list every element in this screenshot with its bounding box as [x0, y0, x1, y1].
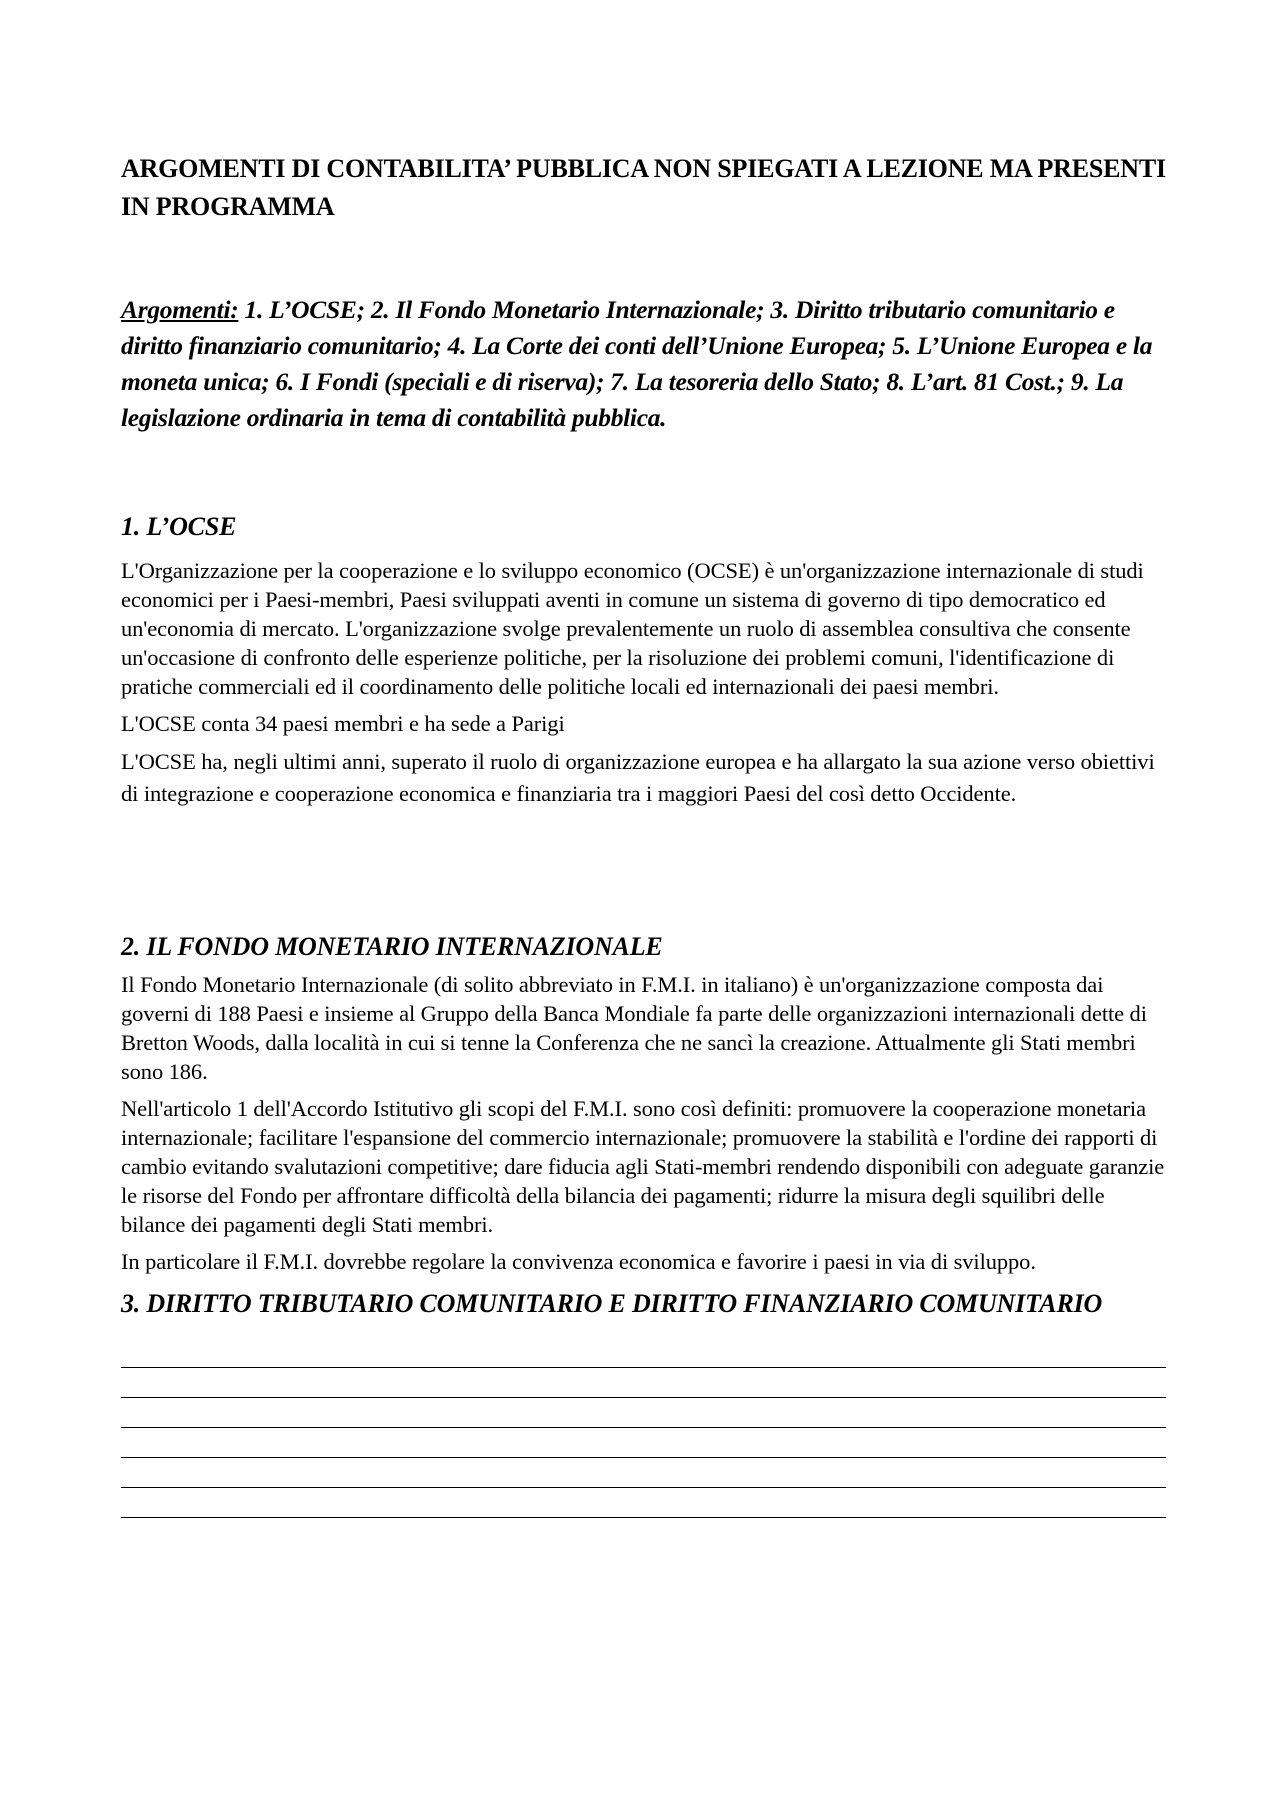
- blank-line: [121, 1428, 1166, 1458]
- blank-line: [121, 1338, 1166, 1368]
- topics-list: 1. L’OCSE; 2. Il Fondo Monetario Internazionale; 3. Diritto tributario comunitario e diritto finanziario comunitario; 4. La Corte dei conti dell’Unione Europea; 5. L’Unione Europea e la moneta unica; 6. I Fondi (speciali e di riserva); 7. La tesoreria dello Stato; 8. L’art. 81 Cost.; 9. La legislazione ordinaria in tema di contabilità pubblica.: [121, 295, 1153, 432]
- section-heading-ocse: 1. L’OCSE: [121, 512, 237, 541]
- section-ocse-paragraph: L'OCSE ha, negli ultimi anni, superato il ruolo di organizzazione europea e ha allargato la sua azione verso obiettivi di integrazione e cooperazione economica e finanziaria tra i maggiori Paesi del così detto Occidente.: [121, 749, 1155, 806]
- document-content: [121, 150, 1166, 1518]
- blank-line: [121, 1488, 1166, 1518]
- section-ocse-paragraph: L'OCSE conta 34 paesi membri e ha sede a Parigi: [121, 711, 565, 736]
- document-title: ARGOMENTI DI CONTABILITA’ PUBBLICA NON SPIEGATI A LEZIONE MA PRESENTI IN PROGRAMMA: [121, 154, 1166, 221]
- topics-label: Argomenti:: [121, 295, 239, 324]
- section-fmi-paragraph: In particolare il F.M.I. dovrebbe regolare la convivenza economica e favorire i paesi in via di sviluppo.: [121, 1249, 1036, 1274]
- blank-writing-lines: [121, 1338, 1166, 1518]
- section-heading-fmi: 2. IL FONDO MONETARIO INTERNAZIONALE: [121, 932, 663, 961]
- blank-line: [121, 1398, 1166, 1428]
- topics-summary: [121, 292, 1166, 436]
- section-heading-diritto-comunitario: 3. DIRITTO TRIBUTARIO COMUNITARIO E DIRITTO FINANZIARIO COMUNITARIO: [121, 1289, 1103, 1318]
- section-fmi-paragraph: Il Fondo Monetario Internazionale (di solito abbreviato in F.M.I. in italiano) è un'organizzazione composta dai governi di 188 Paesi e insieme al Gruppo della Banca Mondiale fa parte delle organizzazioni internazionali dette di Bretton Woods, dalla località in cui si tenne la Conferenza che ne sancì la creazione. Attualmente gli Stati membri sono 186.: [121, 972, 1147, 1084]
- blank-line: [121, 1458, 1166, 1488]
- section-ocse-paragraph: L'Organizzazione per la cooperazione e lo sviluppo economico (OCSE) è un'organizzazione internazionale di studi economici per i Paesi-membri, Paesi sviluppati aventi in comune un sistema di governo di tipo democratico ed un'economia di mercato. L'organizzazione svolge prevalentemente un ruolo di assemblea consultiva che consente un'occasione di confronto delle esperienze politiche, per la risoluzione dei problemi comuni, l'identificazione di pratiche commerciali ed il coordinamento delle politiche locali ed internazionali dei paesi membri.: [121, 558, 1144, 699]
- blank-line: [121, 1368, 1166, 1398]
- section-fmi-paragraph: Nell'articolo 1 dell'Accordo Istitutivo gli scopi del F.M.I. sono così definiti: promuovere la cooperazione monetaria internazionale; facilitare l'espansione del commercio internazionale; promuovere la stabilità e l'ordine dei rapporti di cambio evitando svalutazioni competitive; dare fiducia agli Stati-membri rendendo disponibili con adeguate garanzie le risorse del Fondo per affrontare difficoltà della bilancia dei pagamenti; ridurre la misura degli squilibri delle bilance dei pagamenti degli Stati membri.: [121, 1096, 1165, 1237]
